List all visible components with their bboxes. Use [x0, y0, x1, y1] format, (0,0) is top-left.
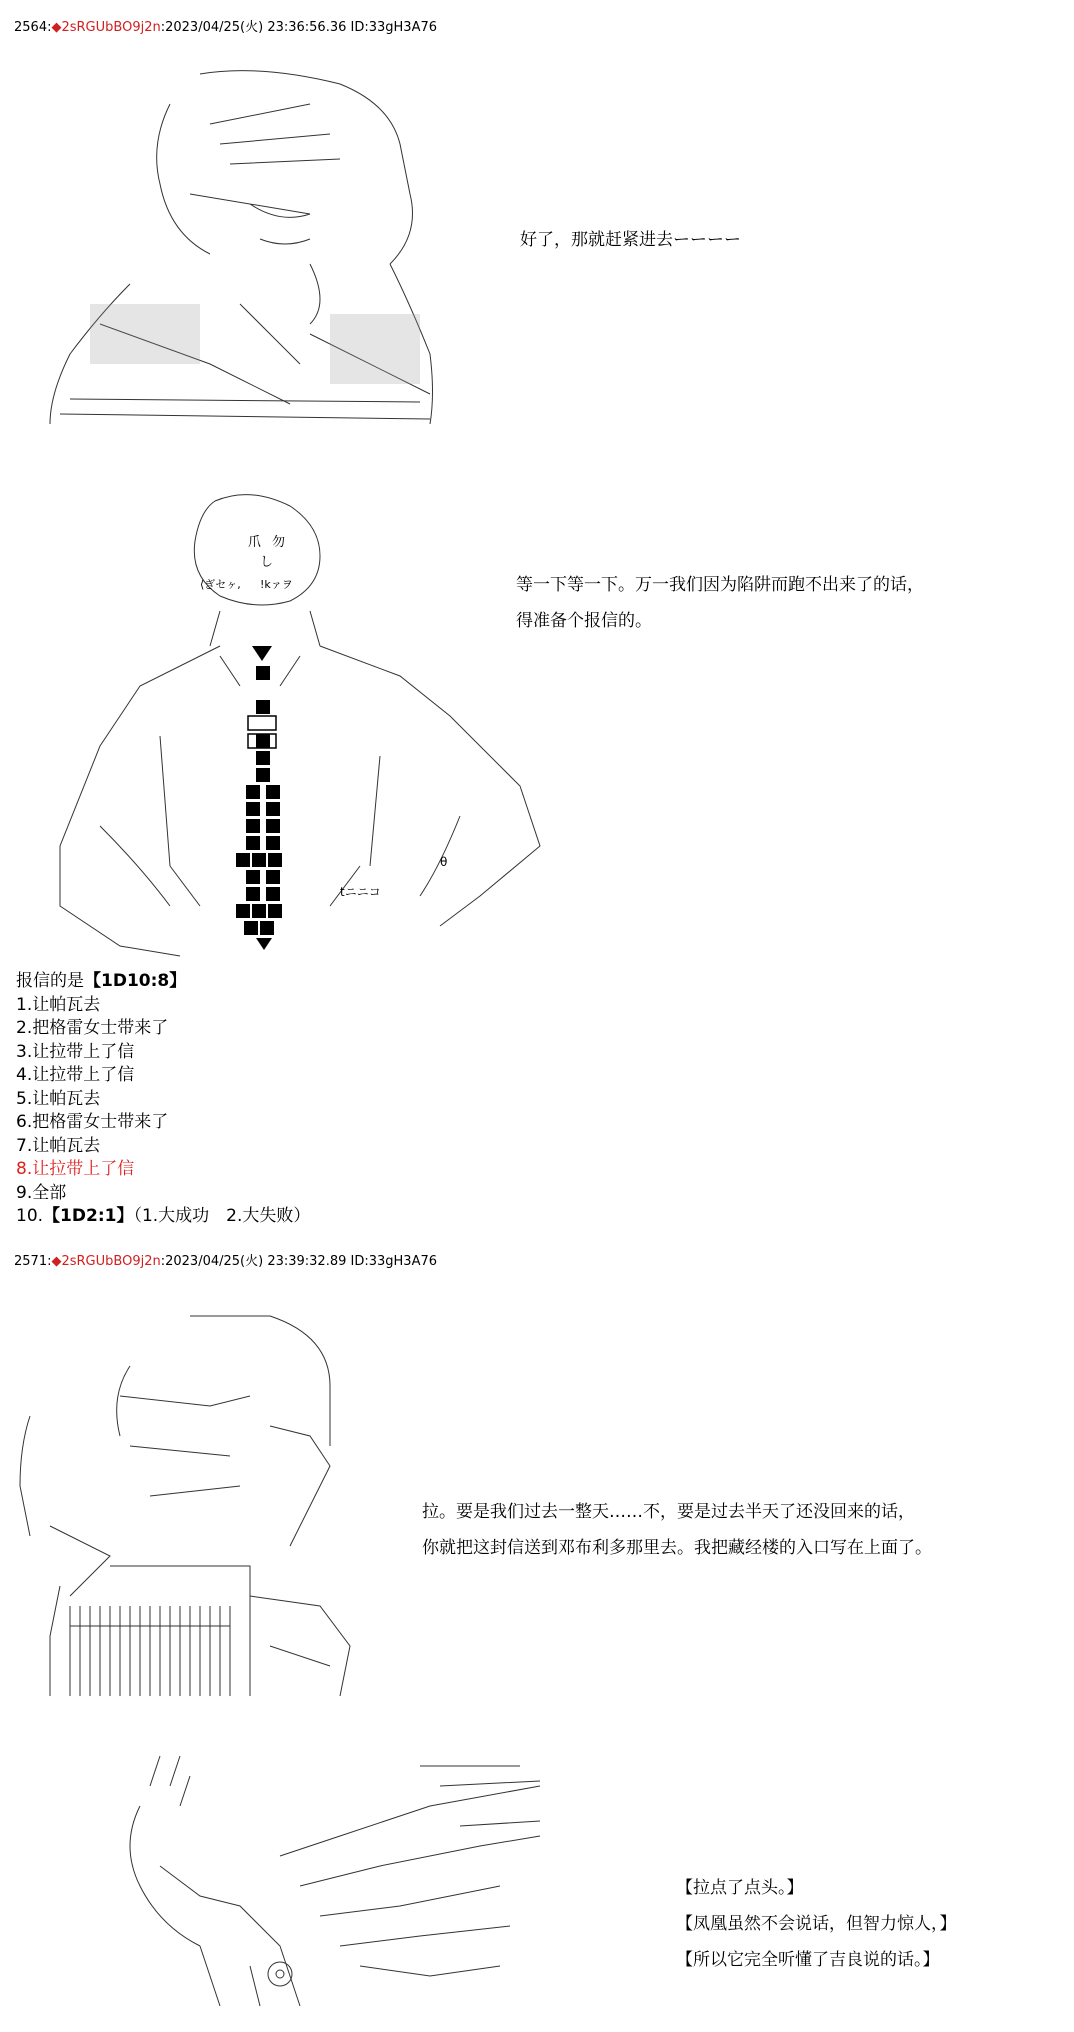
art-figure-2	[20, 486, 560, 976]
ascii-art-character-2	[20, 470, 560, 992]
list-item: 3.让拉带上了信	[16, 1041, 135, 1062]
ascii-art-character-3	[10, 1290, 390, 1722]
list-item: 5.让帕瓦去	[16, 1088, 101, 1109]
dialog-line: 等一下等一下。万一我们因为陷阱而跑不出来了的话，	[516, 575, 924, 595]
dialog-line: 好了，那就赶紧进去ーーーー	[520, 230, 741, 250]
list-item: 6.把格雷女士带来了	[16, 1112, 169, 1132]
post-number[interactable]: 2571	[14, 1254, 48, 1269]
art-text: 爪	[248, 535, 262, 550]
dialog-line: 【拉点了点头。】	[676, 1878, 804, 1898]
list-item: 4.让拉带上了信	[16, 1065, 135, 1085]
roll-result: 【1D2:1】	[43, 1206, 134, 1226]
ascii-art-character-1	[10, 48, 440, 450]
art-text: tニニコ	[340, 885, 381, 899]
dialog-line: 得准备个报信的。	[516, 611, 652, 631]
tripcode: ◆2sRGUbBO9j2n	[51, 1254, 161, 1269]
art-text: θ	[440, 855, 448, 869]
roll-result: 【1D10:8】	[84, 971, 187, 991]
tie-pattern	[236, 646, 282, 950]
post-datetime: 2023/04/25(火) 23:39:32.89	[165, 1254, 347, 1269]
roll-list	[16, 970, 310, 1229]
post-header-1: 2564:◆2sRGUbBO9j2n:2023/04/25(火) 23:36:56.36 ID:33gH3A76	[14, 20, 438, 35]
art-figure-4	[100, 1746, 560, 2016]
tripcode: ◆2sRGUbBO9j2n	[51, 20, 161, 35]
post-header-2: 2571:◆2sRGUbBO9j2n:2023/04/25(火) 23:39:32.89 ID:33gH3A76	[14, 1254, 438, 1269]
post-id: ID:33gH3A76	[350, 20, 438, 35]
list-item: 7.让帕瓦去	[16, 1135, 101, 1156]
list-item-10: 10.【1D2:1】（1.大成功 2.大失败）	[16, 1206, 311, 1226]
art-figure-3	[10, 1306, 390, 1706]
list-item-selected: 8.让拉带上了信	[16, 1159, 135, 1179]
art-text: !kァヲ	[260, 578, 293, 591]
ascii-art-phoenix	[100, 1730, 560, 2032]
post-number[interactable]: 2564	[14, 20, 48, 35]
roll-title: 报信的是【1D10:8】	[16, 971, 187, 991]
list-item: 1.让帕瓦去	[16, 994, 101, 1015]
dialog-line: 【凤凰虽然不会说话，但智力惊人，】	[676, 1914, 957, 1934]
art-text: ⟨ぎセヶ,	[200, 578, 241, 591]
art-figure-1	[10, 64, 440, 434]
dialog-line: 拉。要是我们过去一整天……不，要是过去半天了还没回来的话，	[422, 1502, 915, 1522]
post-id: ID:33gH3A76	[350, 1254, 438, 1269]
list-item: 9.全部	[16, 1182, 67, 1203]
art-text: し	[260, 555, 274, 570]
list-item: 2.把格雷女士带来了	[16, 1018, 169, 1038]
post-datetime: 2023/04/25(火) 23:36:56.36	[165, 20, 347, 35]
dialog-line: 你就把这封信送到邓布利多那里去。我把藏经楼的入口写在上面了。	[422, 1538, 932, 1558]
art-text: 勿	[272, 535, 286, 550]
dialog-line: 【所以它完全听懂了吉良说的话。】	[676, 1950, 940, 1970]
